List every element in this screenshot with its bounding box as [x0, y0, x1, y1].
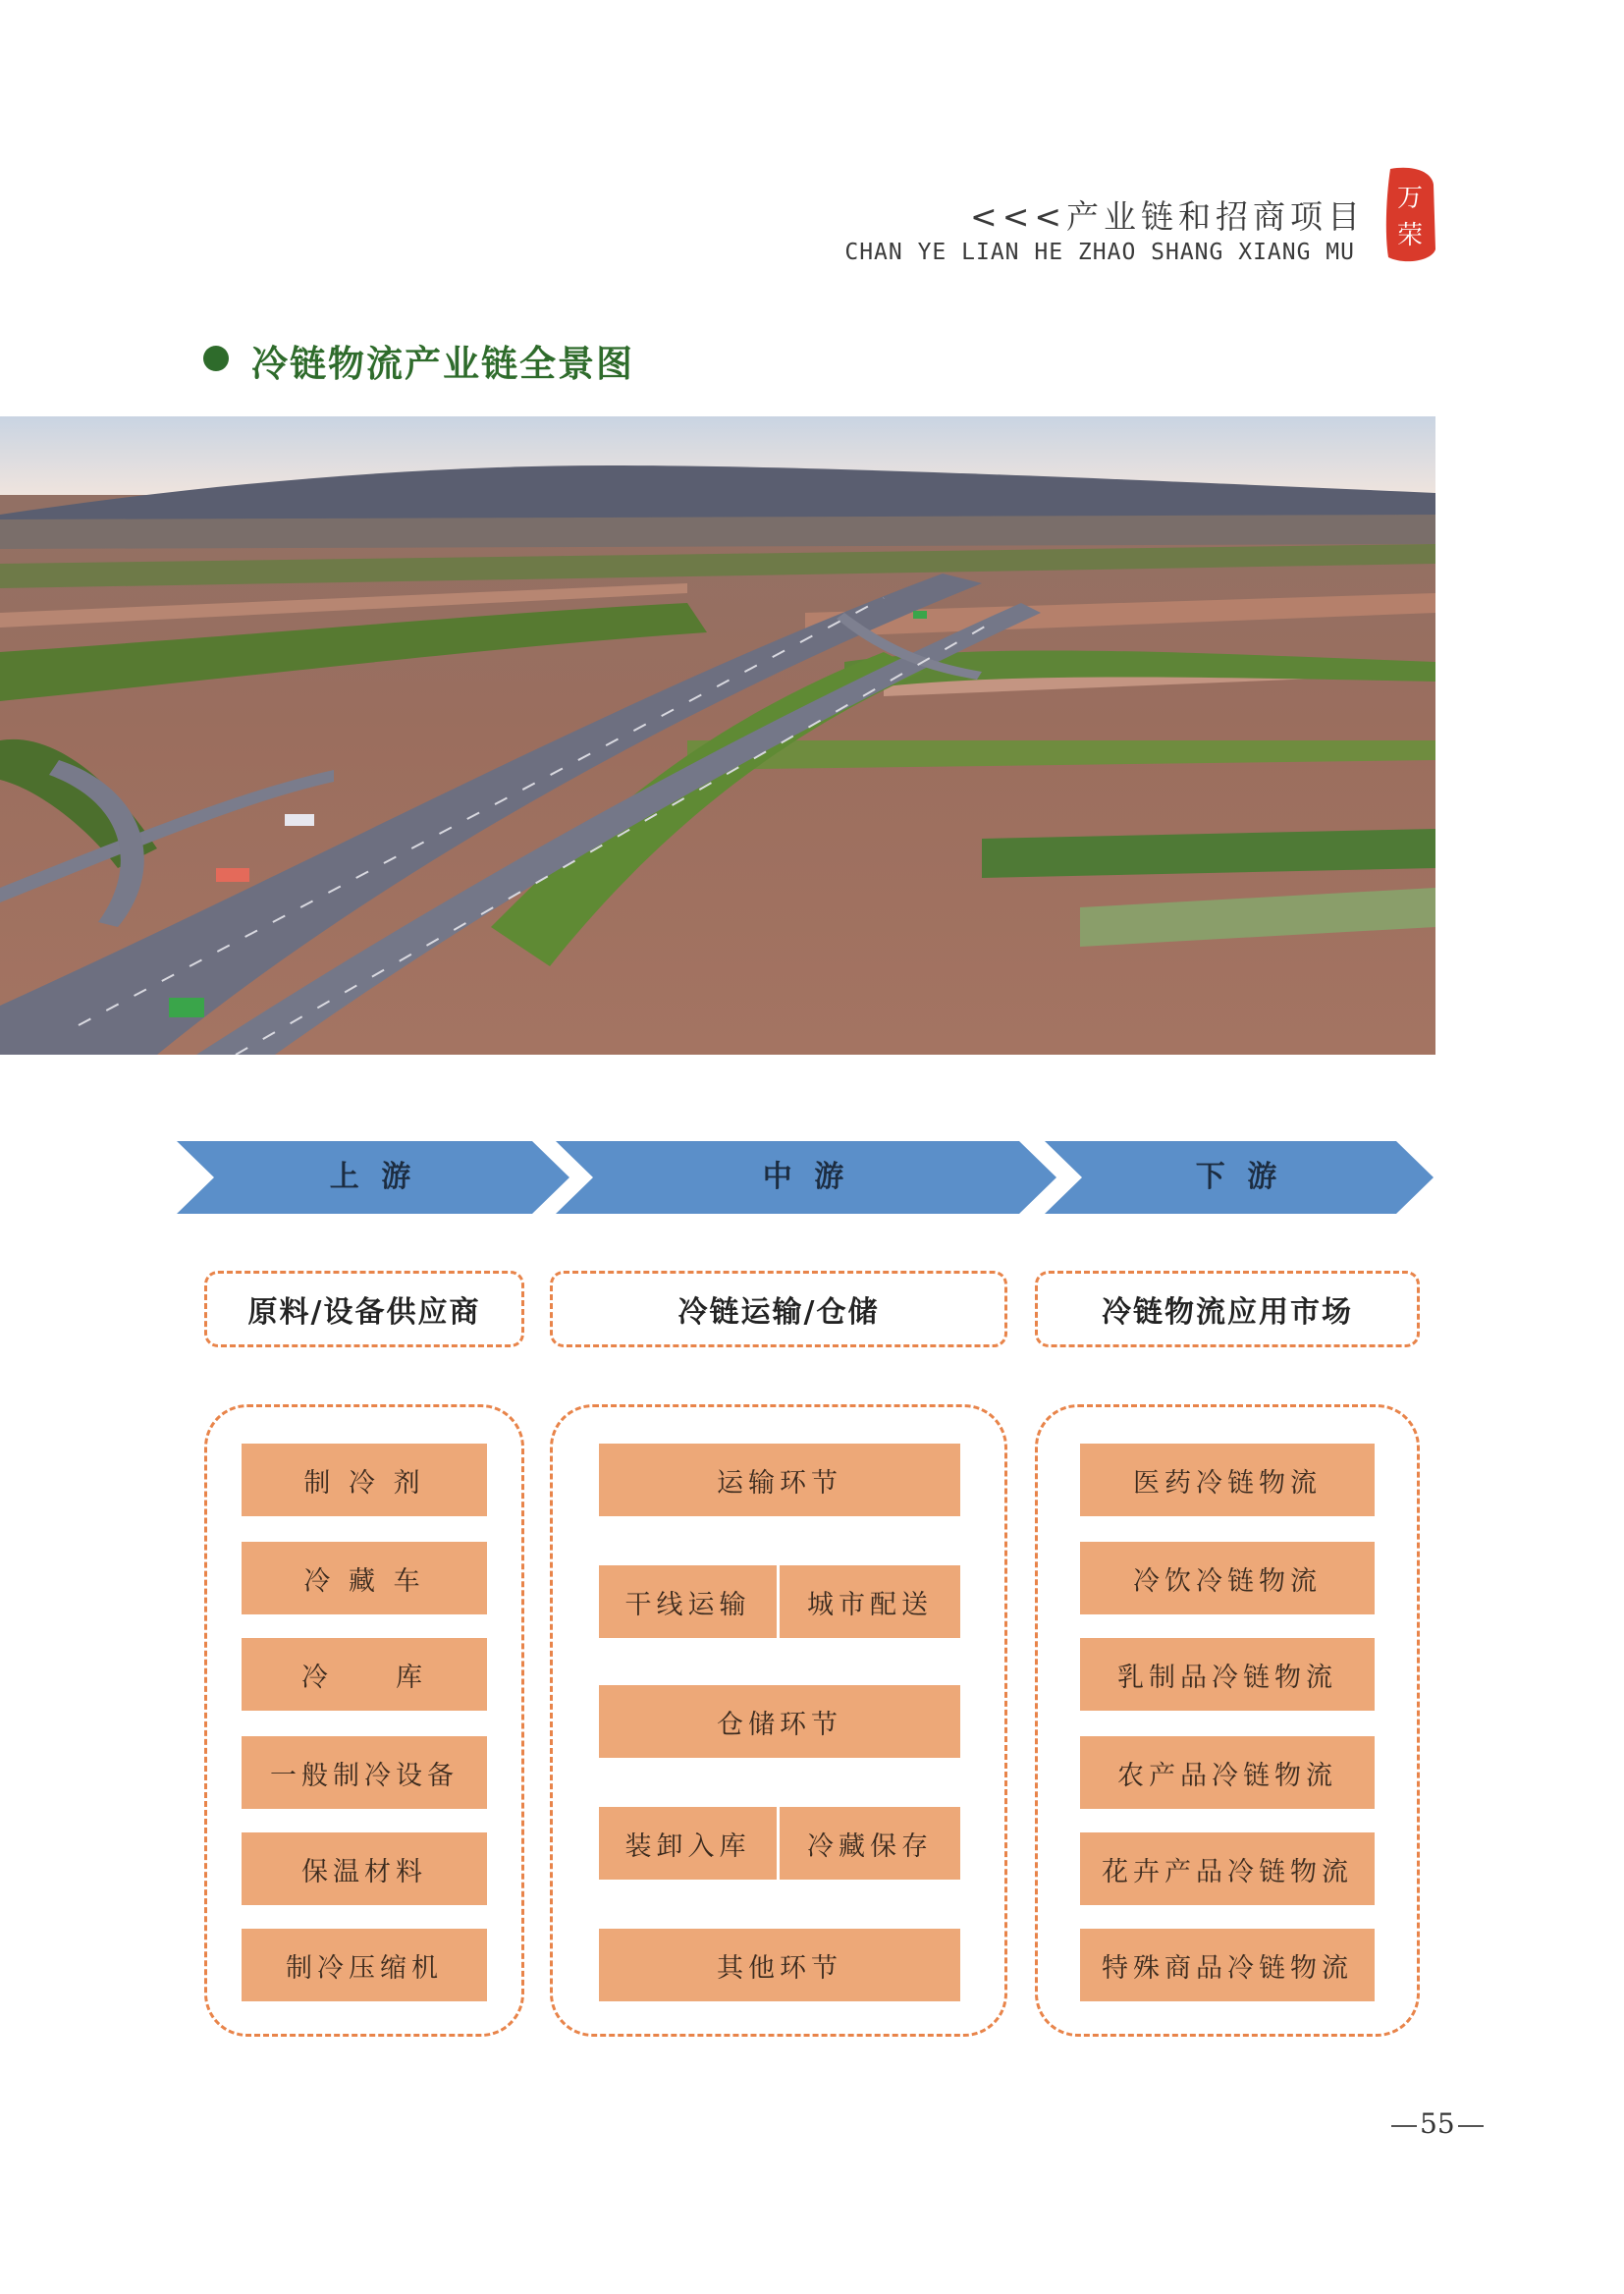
- upstream-item-insulation: 保温材料: [242, 1832, 487, 1905]
- midstream-cold-preservation: 冷藏保存: [780, 1807, 960, 1880]
- stage-upstream-label: 上 游: [329, 1160, 417, 1194]
- stage-downstream-chevron: [1045, 1141, 1434, 1214]
- page-number: [1388, 2107, 1487, 2140]
- svg-text:万: 万: [1396, 184, 1424, 213]
- upstream-item-compressor: 制冷压缩机: [242, 1929, 487, 2001]
- stage-upstream-chevron: [177, 1141, 569, 1214]
- downstream-item-cold-drinks: 冷饮冷链物流: [1080, 1542, 1375, 1614]
- midstream-trunk-transport: 干线运输: [599, 1565, 780, 1638]
- upstream-item-cold-storage: 冷 库: [242, 1638, 487, 1711]
- section-title: 冷链物流产业链全景图: [251, 343, 634, 385]
- aerial-highway-photo: [0, 416, 1435, 1055]
- page-number-rule-left: [1391, 2125, 1417, 2127]
- midstream-storage-sub: [599, 1807, 960, 1880]
- category-upstream: 原料/设备供应商: [204, 1271, 524, 1347]
- downstream-item-agri: 农产品冷链物流: [1080, 1736, 1375, 1809]
- downstream-item-flowers: 花卉产品冷链物流: [1080, 1832, 1375, 1905]
- midstream-transport: 运输环节: [599, 1444, 960, 1516]
- stage-midstream-chevron: [556, 1141, 1056, 1214]
- header-title-en: CHAN YE LIAN HE ZHAO SHANG XIANG MU: [844, 240, 1355, 265]
- downstream-item-dairy: 乳制品冷链物流: [1080, 1638, 1375, 1711]
- midstream-transport-sub: [599, 1565, 960, 1638]
- midstream-loading-inbound: 装卸入库: [599, 1807, 780, 1880]
- stage-midstream-label: 中 游: [762, 1160, 850, 1194]
- page-number-value: 55: [1420, 2107, 1455, 2140]
- upstream-item-refrigerant: 制 冷 剂: [242, 1444, 487, 1516]
- midstream-storage: 仓储环节: [599, 1685, 960, 1758]
- svg-text:荣: 荣: [1396, 221, 1424, 250]
- midstream-other: 其他环节: [599, 1929, 960, 2001]
- page-number-rule-right: [1458, 2125, 1484, 2127]
- section-bullet-icon: [203, 346, 229, 371]
- category-downstream: 冷链物流应用市场: [1035, 1271, 1420, 1347]
- seal-logo-icon: [1382, 165, 1437, 265]
- downstream-item-pharma: 医药冷链物流: [1080, 1444, 1375, 1516]
- stage-downstream-label: 下 游: [1195, 1160, 1283, 1194]
- upstream-item-refrigeration-equipment: 一般制冷设备: [242, 1736, 487, 1809]
- category-midstream: 冷链运输/仓储: [550, 1271, 1007, 1347]
- midstream-city-distribution: 城市配送: [780, 1565, 960, 1638]
- header-title-cn: <<<产业链和招商项目: [970, 197, 1365, 236]
- downstream-item-special: 特殊商品冷链物流: [1080, 1929, 1375, 2001]
- upstream-item-refrigerated-truck: 冷 藏 车: [242, 1542, 487, 1614]
